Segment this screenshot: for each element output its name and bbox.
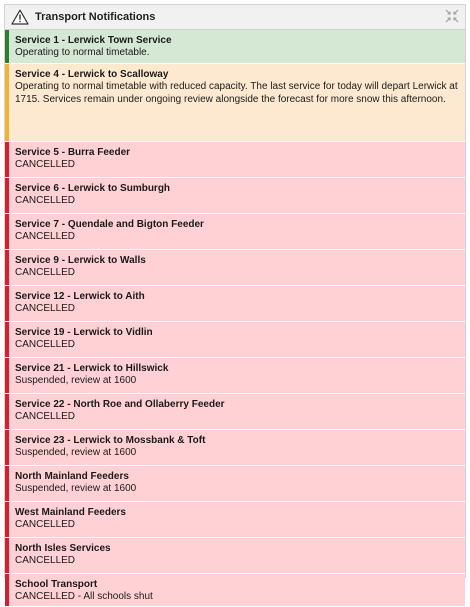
severity-indicator [5, 502, 9, 537]
service-title: Service 22 - North Roe and Ollaberry Feeder [15, 399, 225, 410]
severity-indicator [5, 64, 9, 141]
severity-indicator [5, 178, 9, 213]
service-title: Service 23 - Lerwick to Mossbank & Toft [15, 435, 206, 446]
service-status: Operating to normal timetable with reduced capacity. The last service for today will depart Lerwick at 1715. Services remain under ongoing review alongside the forecast for more snow this afternoon. [15, 81, 458, 105]
service-title: Service 5 - Burra Feeder [15, 147, 131, 158]
severity-indicator [5, 430, 9, 465]
service-item[interactable] [5, 286, 465, 322]
service-item[interactable] [5, 394, 465, 430]
service-item[interactable] [5, 214, 465, 250]
service-title: West Mainland Feeders [15, 507, 126, 518]
service-status: Operating to normal timetable. [15, 47, 150, 58]
service-title: Service 12 - Lerwick to Aith [15, 291, 145, 302]
service-item[interactable] [5, 142, 465, 178]
service-status: Suspended, review at 1600 [15, 375, 137, 386]
service-title: Service 1 - Lerwick Town Service [15, 35, 172, 46]
service-item[interactable] [5, 574, 465, 607]
service-title: North Isles Services [15, 543, 111, 554]
service-title: School Transport [15, 579, 98, 590]
service-list [5, 30, 465, 607]
service-status: CANCELLED [15, 159, 76, 170]
severity-indicator [5, 250, 9, 285]
service-status: CANCELLED [15, 339, 76, 350]
service-title: Service 6 - Lerwick to Sumburgh [15, 183, 171, 194]
service-item[interactable] [5, 430, 465, 466]
transport-notifications-panel [4, 4, 466, 602]
service-item[interactable] [5, 178, 465, 214]
service-status: CANCELLED [15, 267, 76, 278]
service-status: Suspended, review at 1600 [15, 483, 137, 494]
severity-indicator [5, 358, 9, 393]
service-status: CANCELLED [15, 195, 76, 206]
service-item[interactable] [5, 466, 465, 502]
service-item[interactable] [5, 538, 465, 574]
service-title: Service 21 - Lerwick to Hillswick [15, 363, 169, 374]
service-title: Service 4 - Lerwick to Scalloway [15, 69, 169, 80]
service-item[interactable] [5, 64, 465, 142]
collapse-arrows-icon[interactable] [445, 9, 459, 23]
service-status: CANCELLED [15, 411, 76, 422]
service-item[interactable] [5, 322, 465, 358]
severity-indicator [5, 286, 9, 321]
service-status: CANCELLED [15, 303, 76, 314]
service-item[interactable] [5, 358, 465, 394]
severity-indicator [5, 142, 9, 177]
panel-title: Transport Notifications [35, 11, 156, 23]
severity-indicator [5, 574, 9, 606]
severity-indicator [5, 394, 9, 429]
service-title: North Mainland Feeders [15, 471, 129, 482]
service-item[interactable] [5, 250, 465, 286]
service-status: CANCELLED - All schools shut [15, 591, 153, 602]
severity-indicator [5, 538, 9, 573]
severity-indicator [5, 466, 9, 501]
warning-triangle-icon [11, 9, 29, 25]
service-status: CANCELLED [15, 519, 76, 530]
service-item[interactable] [5, 30, 465, 64]
severity-indicator [5, 30, 9, 63]
service-title: Service 9 - Lerwick to Walls [15, 255, 146, 266]
service-status: CANCELLED [15, 231, 76, 242]
service-title: Service 7 - Quendale and Bigton Feeder [15, 219, 204, 230]
panel-header [5, 5, 465, 30]
service-status: CANCELLED [15, 555, 76, 566]
severity-indicator [5, 214, 9, 249]
service-title: Service 19 - Lerwick to Vidlin [15, 327, 153, 338]
severity-indicator [5, 322, 9, 357]
service-item[interactable] [5, 502, 465, 538]
service-status: Suspended, review at 1600 [15, 447, 137, 458]
